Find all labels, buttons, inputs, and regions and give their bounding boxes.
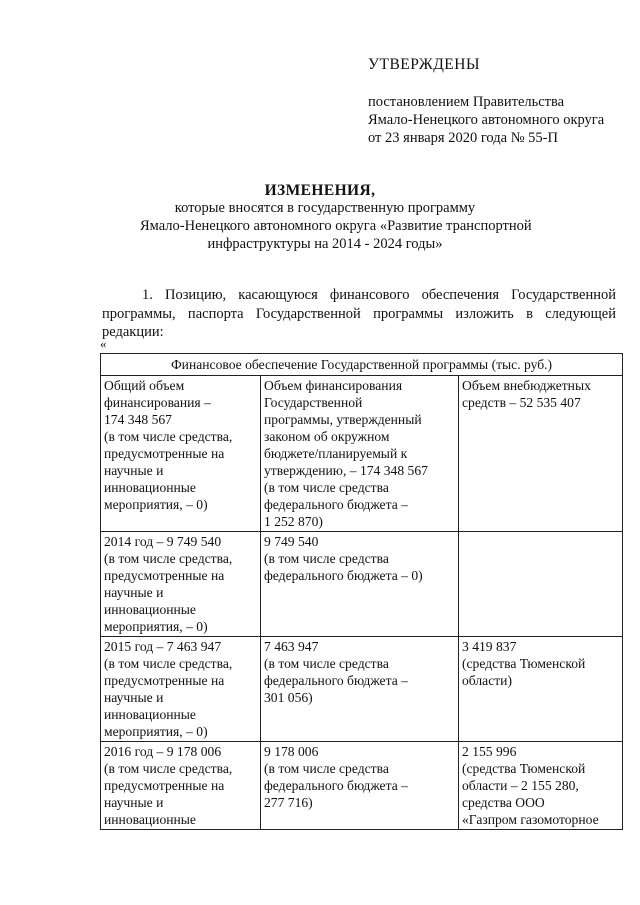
cell-line: области): [462, 673, 512, 688]
cell-line: финансирования –: [104, 395, 211, 410]
cell-line: (в том числе средства,: [104, 551, 233, 566]
cell-line: (в том числе средства,: [104, 761, 233, 776]
cell-line: утверждению, – 174 348 567: [264, 463, 428, 478]
cell-line: 2 155 996: [462, 744, 517, 759]
table-cell-c2: [261, 637, 459, 742]
cell-line: инновационные: [104, 480, 196, 495]
cell-line: предусмотренные на: [104, 446, 225, 461]
cell-line: Общий объем: [104, 378, 185, 393]
table-header-cell: Финансовое обеспечение Государственной программы (тыс. руб.): [101, 354, 623, 376]
table-cell-c3: [459, 742, 623, 830]
cell-line: инновационные: [104, 602, 196, 617]
cell-line: 277 716): [264, 795, 313, 810]
cell-line: научные и: [104, 585, 164, 600]
cell-line: 301 056): [264, 690, 313, 705]
decree-line: постановлением Правительства: [368, 94, 565, 110]
cell-line: средств – 52 535 407: [462, 395, 581, 410]
cell-line: области – 2 155 280,: [462, 778, 579, 793]
decree-line: Ямало-Ненецкого автономного округа: [368, 112, 605, 128]
table-cell-c3: [459, 637, 623, 742]
cell-line: законом об окружном: [264, 429, 390, 444]
cell-line: (в том числе средства,: [104, 429, 233, 444]
financing-table: [100, 353, 623, 830]
cell-line: федерального бюджета –: [264, 673, 408, 688]
cell-line: научные и: [104, 795, 164, 810]
decree-reference: [368, 93, 604, 147]
cell-line: (в том числе средства: [264, 480, 389, 495]
table-row: [101, 637, 623, 742]
cell-line: программы, утвержденный: [264, 412, 422, 427]
cell-line: 9 749 540: [264, 534, 319, 549]
decree-line: от 23 января 2020 года № 55-П: [368, 130, 558, 146]
body-paragraph: [102, 286, 616, 342]
cell-line: федерального бюджета –: [264, 497, 408, 512]
cell-line: инновационные: [104, 812, 196, 827]
cell-line: мероприятия, – 0): [104, 619, 208, 634]
subtitle-line: инфраструктуры на 2014 - 2024 годы»: [207, 236, 443, 252]
cell-line: 1 252 870): [264, 514, 323, 529]
cell-line: научные и: [104, 690, 164, 705]
cell-line: (средства Тюменской: [462, 656, 586, 671]
table-cell-c3: [459, 376, 623, 532]
cell-line: мероприятия, – 0): [104, 497, 208, 512]
cell-line: 7 463 947: [264, 639, 319, 654]
cell-line: предусмотренные на: [104, 568, 225, 583]
subtitle-line: которые вносятся в государственную программу: [174, 200, 476, 216]
cell-line: федерального бюджета – 0): [264, 568, 423, 583]
table-cell-c1: [101, 532, 261, 637]
document-title: ИЗМЕНЕНИЯ,: [264, 182, 376, 199]
cell-line: 2015 год – 7 463 947: [104, 639, 222, 654]
table-cell-c2: [261, 532, 459, 637]
cell-line: 2014 год – 9 749 540: [104, 534, 222, 549]
cell-line: (в том числе средства: [264, 656, 389, 671]
paragraph-text: 1. Позицию, касающуюся финансового обеспечения Государственной программы, паспорта Государственной программы изложить в следующей редакции:: [102, 287, 616, 340]
table-cell-c1: [101, 376, 261, 532]
cell-line: (средства Тюменской: [462, 761, 586, 776]
cell-line: мероприятия, – 0): [104, 724, 208, 739]
cell-line: 3 419 837: [462, 639, 517, 654]
opening-quote-mark: «: [100, 336, 107, 351]
cell-line: (в том числе средства: [264, 761, 389, 776]
table-cell-c2: [261, 376, 459, 532]
table-cell-c2: [261, 742, 459, 830]
approval-stamp: УТВЕРЖДЕНЫ: [368, 56, 480, 73]
subtitle-line: Ямало-Ненецкого автономного округа «Развитие транспортной: [140, 218, 532, 234]
table-row: [101, 532, 623, 637]
cell-line: научные и: [104, 463, 164, 478]
cell-line: 174 348 567: [104, 412, 172, 427]
cell-line: (в том числе средства,: [104, 656, 233, 671]
cell-line: бюджете/планируемый к: [264, 446, 408, 461]
table-row: [101, 742, 623, 830]
table-cell-c3: [459, 532, 623, 637]
table-header-row: [101, 354, 623, 376]
cell-line: федерального бюджета –: [264, 778, 408, 793]
table-row: [101, 376, 623, 532]
cell-line: средства ООО: [462, 795, 545, 810]
cell-line: (в том числе средства: [264, 551, 389, 566]
cell-line: «Газпром газомоторное: [462, 812, 599, 827]
cell-line: 9 178 006: [264, 744, 319, 759]
page-bottom-margin: [0, 845, 640, 905]
cell-line: 2016 год – 9 178 006: [104, 744, 222, 759]
cell-line: инновационные: [104, 707, 196, 722]
table-cell-c1: [101, 637, 261, 742]
cell-line: Государственной: [264, 395, 363, 410]
cell-line: предусмотренные на: [104, 778, 225, 793]
table-cell-c1: [101, 742, 261, 830]
cell-line: Объем финансирования: [264, 378, 403, 393]
document-subtitle: [140, 199, 532, 253]
cell-line: предусмотренные на: [104, 673, 225, 688]
cell-line: Объем внебюджетных: [462, 378, 591, 393]
